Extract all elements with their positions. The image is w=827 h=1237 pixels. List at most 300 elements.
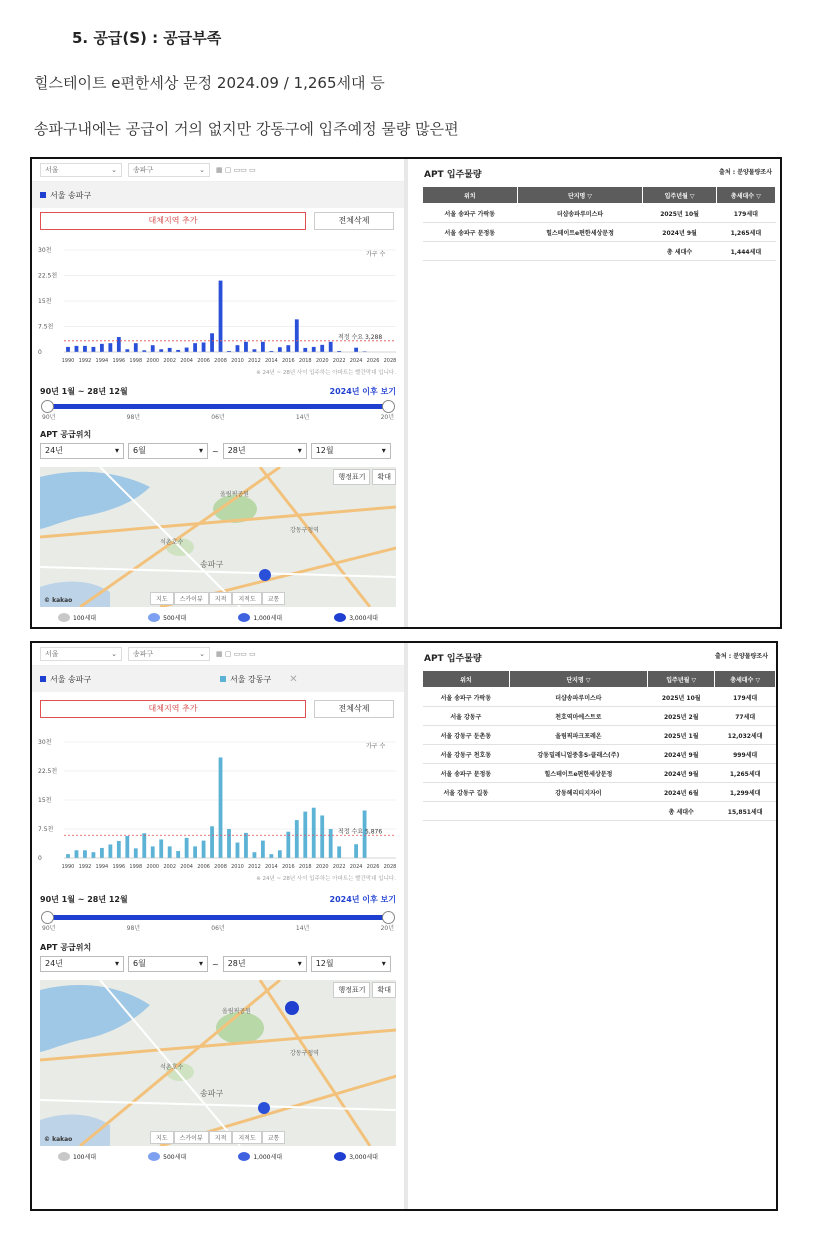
table-row[interactable] [423,688,776,707]
chart-note: ※ 24년 ~ 28년 사이 입주하는 아파트는 빨간막대 입니다. [256,876,396,882]
summary-line-1: 힐스테이트 e편한세상 문정 2024.09 / 1,265세대 등 [34,74,385,92]
to-year-value: 28년 [227,959,246,968]
supply-bar-chart [32,240,404,386]
district-select[interactable] [128,163,210,177]
table-row[interactable] [423,707,776,726]
legend-label: 100세대 [73,615,97,622]
pin-mid-icon [238,613,250,622]
x-tick-label: 2004 [180,358,193,364]
supply-left-pane [32,643,408,1209]
table-row[interactable] [423,764,776,783]
cell-units: 12,032세대 [715,726,776,745]
chevron-down-icon: ▾ [198,446,203,455]
map-type-tabs [150,1131,285,1144]
column-header[interactable]: 위치 [423,187,518,204]
pin-gray-icon [58,1152,70,1161]
view-toggle-icons[interactable]: ▦ ▢ ▭▭ ▭ [216,650,256,658]
legend-label: 가구 수 [366,251,386,258]
city-select[interactable] [40,163,122,177]
column-header[interactable]: 입주년월 ▽ [643,187,716,204]
y-tick-label: 15천 [38,797,52,804]
x-tick-label: 2010 [231,864,244,870]
chart-bar [117,337,121,352]
table-row[interactable] [423,726,776,745]
chart-bar [202,841,206,858]
threshold-label: 적정 수요 5,876 [338,828,383,836]
to-month-value: 12월 [315,959,334,968]
cell-complex: 천호역마에스트로 [509,707,647,726]
chart-bar [185,348,189,352]
location-title: APT 공급위치 [40,943,92,952]
map-tab[interactable]: 지도 [150,1131,174,1144]
cell-location [423,242,518,261]
chevron-down-icon: ▾ [198,959,203,968]
y-tick-label: 30천 [38,739,52,746]
chart-bar [66,347,70,352]
chart-bar [117,841,121,858]
region-select-bar [32,159,404,182]
x-tick-label: 2016 [281,358,295,364]
slider-track [46,404,390,409]
slider-handle-start[interactable] [41,911,54,924]
pin-light-icon [148,1152,160,1161]
x-tick-label: 1994 [95,358,109,364]
chevron-down-icon: ⌄ [111,650,117,658]
cell-location: 서울 송파구 가락동 [423,688,510,707]
series-color-icon [40,192,46,198]
slider-track [46,915,390,920]
chart-bar [142,833,146,858]
chart-bar [236,345,240,352]
region-chip-label: 서울 송파구 [50,674,92,684]
chart-bar [202,342,206,352]
zoom-button[interactable]: 확대 [372,469,396,485]
chart-bar [83,850,87,858]
to-month-select[interactable] [311,443,391,459]
legend-label: 3,000세대 [349,1154,378,1161]
x-tick-label: 2016 [281,864,295,870]
slider-tick: 20년 [380,925,394,932]
cell-complex [509,802,647,821]
cell-units: 1,265세대 [715,764,776,783]
pin-dark-icon [334,613,346,622]
chart-bar [193,343,197,352]
city-select-value: 서울 [45,166,59,174]
admin-label-toggle[interactable]: 행정표기 [333,982,370,998]
slider-tick: 20년 [380,414,394,421]
cell-complex: 더샵송파루미스타 [517,204,643,223]
supply-chart [32,722,404,888]
chevron-down-icon: ▾ [381,959,386,968]
table-row[interactable] [423,783,776,802]
slider-handle-start[interactable] [41,400,54,413]
chevron-down-icon: ▾ [297,446,302,455]
slider-handle-end[interactable] [382,400,395,413]
x-tick-label: 2024 [349,358,363,364]
map-label: 올림픽공원 [222,1008,251,1015]
chart-bar [286,345,290,352]
chart-bar [108,343,112,352]
chart-bar [75,850,79,858]
district-select[interactable] [128,647,210,661]
selected-regions [32,182,404,208]
view-toggle-icons[interactable]: ▦ ▢ ▭▭ ▭ [216,166,256,174]
to-year-value: 28년 [227,446,246,455]
column-header[interactable]: 총세대수 ▽ [715,671,776,688]
x-tick-label: 1996 [112,864,126,870]
map-type-tabs [150,592,285,605]
chart-bar [278,347,282,352]
table-row[interactable] [423,745,776,764]
region-chip-label: 서울 송파구 [50,190,92,200]
legend-label: 500세대 [163,615,187,622]
from-month-value: 6월 [133,446,146,455]
chart-bar [125,836,129,858]
chart-bar [312,347,316,352]
column-header[interactable]: 단지명 ▽ [509,671,647,688]
map-tab[interactable]: 스카이뷰 [174,1131,209,1144]
chart-bar [219,757,223,858]
cell-units: 179세대 [716,204,775,223]
chart-bar [219,281,223,352]
cell-date: 2025년 1월 [648,726,715,745]
table-row[interactable] [423,204,776,223]
period-filters [32,956,404,972]
series-color-icon [40,676,46,682]
chart-bar [176,851,180,858]
slider-tick: 98년 [126,925,141,932]
chart-bar [303,812,307,858]
screenshot-panel-2 [30,641,778,1211]
x-tick-label: 1998 [129,864,143,870]
column-header[interactable]: 총세대수 ▽ [716,187,775,204]
period-filters [32,443,404,459]
map-tab[interactable]: 교통 [262,592,286,605]
cell-location: 서울 송파구 가락동 [423,204,518,223]
add-compare-region-button[interactable]: 대체지역 추가 [40,212,306,230]
location-title: APT 공급위치 [40,430,92,439]
map-tab[interactable]: 지적 [209,1131,233,1144]
slider-tick: 90년 [42,414,56,421]
map-background [40,980,396,1146]
chart-bar [320,815,324,858]
from-month-select[interactable] [128,956,208,972]
to-year-select[interactable] [223,956,307,972]
cell-complex: 더샵송파루미스타 [509,688,647,707]
delete-all-button[interactable]: 전체삭제 [314,700,394,718]
map-legend [32,607,404,622]
cell-units: 999세대 [715,745,776,764]
cell-complex: 힐스테이트e편한세상문정 [509,764,647,783]
x-tick-label: 2008 [214,864,227,870]
from-year-select[interactable] [40,443,124,459]
x-tick-label: 2014 [265,864,278,870]
cell-units: 1,299세대 [715,783,776,802]
chart-bar [168,348,172,352]
y-tick-label: 22.5천 [38,768,58,775]
x-tick-label: 1998 [129,358,143,364]
chart-bar [253,852,257,858]
y-tick-label: 30천 [38,247,52,254]
cell-location: 서울 강동구 [423,707,510,726]
cell-date: 2025년 2월 [648,707,715,726]
chart-bar [92,852,96,858]
chart-bar [176,350,180,352]
to-month-value: 12월 [315,446,334,455]
table-title: APT 입주물량 [424,170,482,180]
chart-bar [354,844,358,858]
table-title: APT 입주물량 [424,654,482,664]
to-month-select[interactable] [311,956,391,972]
y-tick-label: 7.5천 [38,323,54,331]
chart-bar [185,838,189,858]
range-tilde: ~ [212,959,219,969]
chart-bar [151,345,155,352]
cell-location: 서울 송파구 문정동 [423,764,510,783]
column-header[interactable]: 위치 [423,671,510,688]
range-tilde: ~ [212,446,219,456]
kakao-logo: © kakao [44,597,73,604]
x-tick-label: 1990 [61,864,75,870]
x-tick-label: 2012 [248,864,261,870]
data-source: 출처 : 분양물량조사 [719,169,772,176]
region-chip-songpa[interactable] [40,190,91,201]
chart-bar [261,841,265,858]
cell-complex: 힐스테이트e편한세상문정 [517,223,643,242]
period-slider[interactable] [46,911,390,923]
chart-bar [151,846,155,858]
pin-dark-icon [334,1152,346,1161]
cell-location: 서울 강동구 길동 [423,783,510,802]
x-tick-label: 1990 [61,358,75,364]
section-heading: 5. 공급(S) : 공급부족 [72,29,222,47]
cell-location: 서울 송파구 문정동 [423,223,518,242]
chart-bar [210,826,214,858]
supply-map[interactable] [40,980,396,1146]
series-color-icon [220,676,226,682]
y-tick-label: 15천 [38,298,52,305]
chart-note: ※ 24년 ~ 28년 사이 입주하는 아파트는 빨간막대 입니다. [256,370,396,376]
chart-bar [66,854,70,858]
to-year-select[interactable] [223,443,307,459]
x-tick-label: 2026 [366,358,380,364]
delete-all-button[interactable]: 전체삭제 [314,212,394,230]
x-tick-label: 2014 [265,358,278,364]
x-tick-label: 2022 [332,358,346,364]
x-tick-label: 2008 [214,358,227,364]
chart-bar [312,808,316,858]
legend-label: 1,000세대 [253,1154,283,1161]
y-tick-label: 0 [38,349,42,356]
cell-units: 77세대 [715,707,776,726]
region-chip-label: 서울 강동구 [230,674,272,684]
from-year-value: 24년 [45,446,63,455]
threshold-label: 적정 수요 3,288 [338,333,383,341]
x-tick-label: 2010 [231,358,244,364]
close-icon[interactable]: ✕ [289,673,298,685]
chart-bar [295,319,299,352]
slider-ticks [32,923,404,932]
from-month-value: 6월 [133,959,146,968]
chevron-down-icon: ▾ [114,446,119,455]
city-select-value: 서울 [45,650,59,658]
data-source: 출처 : 분양물량조사 [715,653,768,660]
x-tick-label: 2000 [146,358,160,364]
x-tick-label: 1994 [95,864,109,870]
x-tick-label: 2026 [366,864,380,870]
chart-bar [108,844,112,858]
map-tab[interactable]: 지적도 [232,1131,261,1144]
supply-map[interactable] [40,467,396,607]
from-month-select[interactable] [128,443,208,459]
column-header[interactable]: 입주년월 ▽ [648,671,715,688]
map-background [40,467,396,607]
x-tick-label: 1996 [112,358,126,364]
x-tick-label: 2020 [315,358,329,364]
map-label: 석촌호수 [160,1064,184,1071]
chart-bar [193,846,197,858]
slider-ticks [32,412,404,421]
map-tab[interactable]: 지적 [209,592,233,605]
after-2024-link[interactable]: 2024년 이후 보기 [329,387,396,396]
period-slider[interactable] [46,400,390,412]
map-label: 강동구청역 [290,1050,319,1057]
district-select-value: 송파구 [133,650,154,658]
summary-line-2: 송파구내에는 공급이 거의 없지만 강동구에 입주예정 물량 많은편 [34,120,459,138]
slider-tick: 06년 [211,414,225,421]
pin-mid-icon [238,1152,250,1161]
kakao-logo: © kakao [44,1136,73,1143]
x-tick-label: 2006 [197,358,210,364]
cell-total-label: 총 세대수 [643,242,716,261]
selected-regions [32,666,404,692]
chart-bar [329,342,333,352]
map-tab[interactable]: 지적도 [232,592,261,605]
cell-units: 179세대 [715,688,776,707]
chart-bar [100,848,104,858]
x-tick-label: 1992 [78,358,92,364]
cell-complex [517,242,643,261]
chart-bar [320,345,324,352]
legend-label: 가구 수 [366,743,386,750]
table-row[interactable] [423,223,776,242]
after-2024-link[interactable]: 2024년 이후 보기 [329,895,396,904]
chevron-down-icon: ▾ [114,959,119,968]
cell-complex: 강동밀레니얼중흥S-클래스(주) [509,745,647,764]
chart-bar [303,348,307,352]
chevron-down-icon: ⌄ [111,166,117,174]
x-tick-label: 2018 [298,358,312,364]
cell-date: 2025년 10월 [643,204,716,223]
supply-chart [32,234,404,384]
screenshot-panel-1 [30,157,782,629]
legend-label: 500세대 [163,1154,187,1161]
region-chip-gangdong[interactable] [220,674,298,685]
map-legend [32,1146,404,1161]
map-tab[interactable]: 교통 [262,1131,286,1144]
range-label: 90년 1월 ~ 28년 12월 [40,895,128,904]
range-label: 90년 1월 ~ 28년 12월 [40,387,128,396]
supply-right-pane [410,643,776,1209]
supply-table [422,670,776,821]
chart-bar [329,829,333,858]
chart-bar [159,839,163,858]
chevron-down-icon: ⌄ [199,166,205,174]
legend-label: 3,000세대 [349,615,378,622]
chart-bar [75,346,79,352]
add-compare-region-button[interactable]: 대체지역 추가 [40,700,306,718]
cell-complex: 올림픽파크포레온 [509,726,647,745]
slider-tick: 14년 [295,925,310,932]
x-tick-label: 2000 [146,864,160,870]
cell-location: 서울 강동구 둔촌동 [423,726,510,745]
chart-bar [337,846,341,858]
chart-bar [100,344,104,352]
cell-total-units: 15,851세대 [715,802,776,821]
map-tab[interactable]: 스카이뷰 [174,592,209,605]
cell-complex: 강동헤리티지자이 [509,783,647,802]
from-year-select[interactable] [40,956,124,972]
chart-bar [227,829,231,858]
cell-location: 서울 강동구 천호동 [423,745,510,764]
chart-bar [253,349,257,352]
chart-bar [354,348,358,352]
chart-bar [92,347,96,352]
chart-bar [295,820,299,858]
cell-total-units: 1,444세대 [716,242,775,261]
x-tick-label: 2022 [332,864,346,870]
chart-bar [134,848,138,858]
region-chip-songpa[interactable] [40,674,220,685]
slider-tick: 90년 [42,925,56,932]
chart-bar [261,342,265,352]
legend-label: 100세대 [73,1154,97,1161]
legend-label: 1,000세대 [253,615,283,622]
supply-bar-chart [32,732,404,892]
table-total-row [423,802,776,821]
x-tick-label: 2018 [298,864,312,870]
slider-tick: 14년 [295,414,310,421]
y-tick-label: 22.5천 [38,272,58,280]
region-select-bar [32,643,404,666]
cell-location [423,802,510,821]
cell-date: 2024년 9월 [648,764,715,783]
x-tick-label: 2012 [248,358,261,364]
city-select[interactable] [40,647,122,661]
chart-bar [125,349,129,352]
chart-bar [134,343,138,352]
x-tick-label: 1992 [78,864,92,870]
y-tick-label: 7.5천 [38,826,54,833]
supply-right-pane [410,159,780,627]
admin-label-toggle[interactable]: 행정표기 [333,469,370,485]
cell-date: 2024년 9월 [648,745,715,764]
chart-bar [269,854,273,858]
chart-bar [83,346,87,352]
slider-tick: 06년 [211,925,225,932]
zoom-button[interactable]: 확대 [372,982,396,998]
slider-tick: 98년 [126,414,141,421]
map-tab[interactable]: 지도 [150,592,174,605]
column-header[interactable]: 단지명 ▽ [517,187,643,204]
x-tick-label: 2028 [383,864,397,870]
slider-handle-end[interactable] [382,911,395,924]
map-label: 송파구 [200,560,224,569]
chevron-down-icon: ▾ [381,446,386,455]
x-tick-label: 2006 [197,864,210,870]
cell-date: 2024년 6월 [648,783,715,802]
map-label: 송파구 [200,1089,224,1098]
